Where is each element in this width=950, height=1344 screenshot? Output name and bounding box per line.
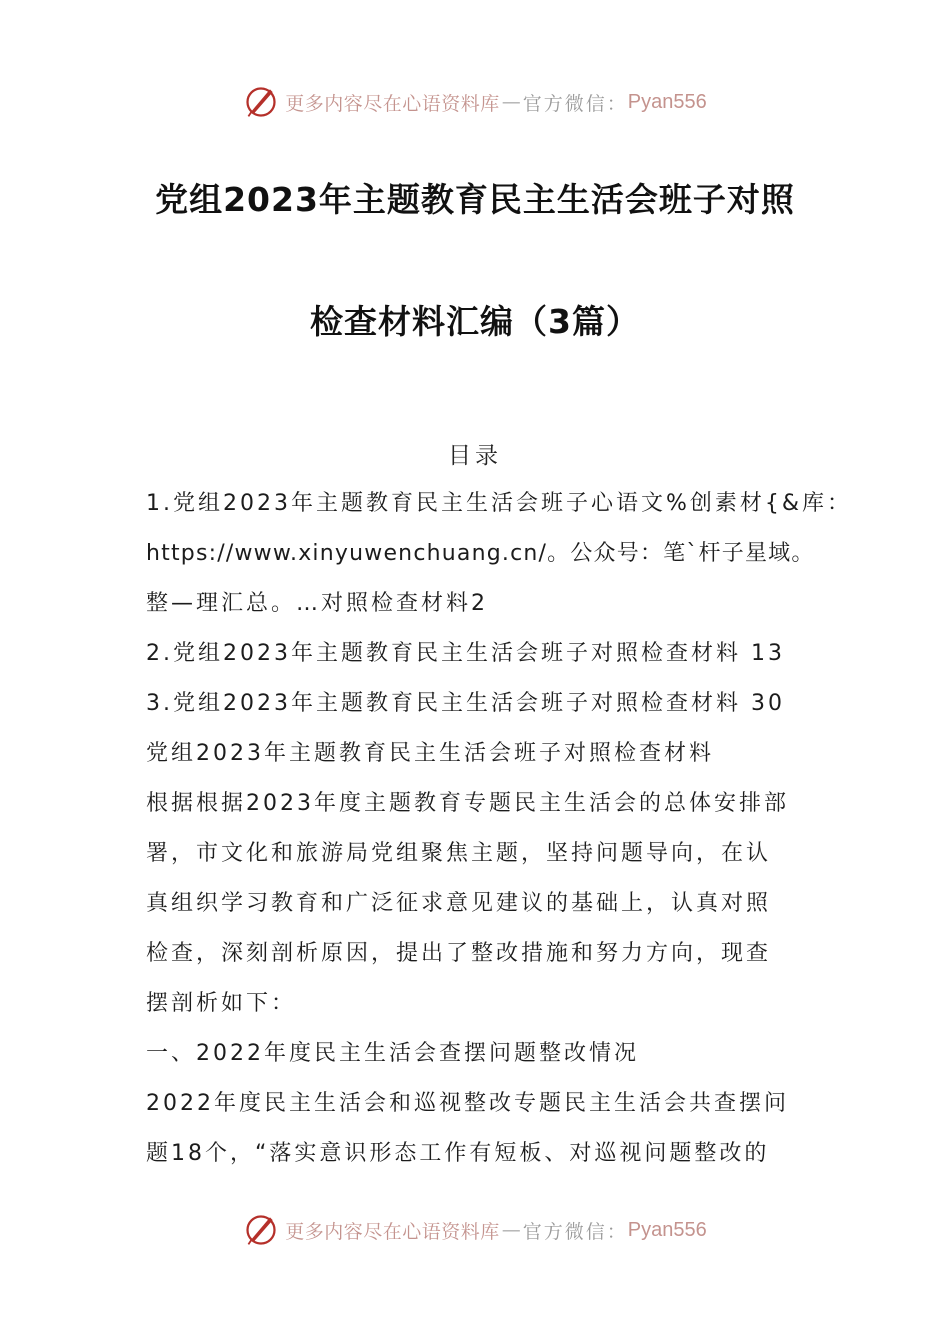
toc-item-3: 3.党组2023年主题教育民主生活会班子对照检查材料 30 — [146, 691, 785, 716]
banner-wechat-label: 官方微信： — [522, 92, 628, 115]
document-title-line-1: 党组2023年主题教育民主生活会班子对照 — [155, 180, 795, 219]
toc-item-1-line-3: 整—理汇总。…对照检查材料2 — [146, 591, 488, 616]
paragraph-2-line-1: 2022年度民主生活会和巡视整改专题民主生活会共查摆问 — [146, 1091, 789, 1116]
paragraph-1-line-5: 摆剖析如下： — [146, 991, 297, 1016]
paragraph-1-line-4: 检查，深刻剖析原因，提出了整改措施和努力方向，现查 — [146, 941, 772, 966]
quill-pen-logo-icon — [243, 1212, 279, 1248]
banner-text: 更多内容尽在心语资料库 — [285, 92, 500, 115]
paragraph-1-line-3: 真组织学习教育和广泛征求意见建议的基础上，认真对照 — [146, 891, 772, 916]
body-doc-title: 党组2023年主题教育民主生活会班子对照检查材料 — [146, 741, 714, 766]
toc-item-2: 2.党组2023年主题教育民主生活会班子对照检查材料 13 — [146, 641, 785, 666]
toc-item-1-line-2: https://www.xinyuwenchuang.cn/。公众号：笔`杆子星域。 — [146, 541, 815, 566]
document-title-line-2: 检查材料汇编（3篇） — [310, 302, 640, 341]
toc-heading: 目录 — [448, 443, 502, 469]
toc-item-1-line-1: 1.党组2023年主题教育民主生活会班子心语文%创素材{&库： — [146, 491, 853, 516]
banner-wechat-id: Pyan556 — [627, 90, 707, 113]
banner-text: 更多内容尽在心语资料库 — [285, 1220, 500, 1243]
section-heading-1: 一、2022年度民主生活会查摆问题整改情况 — [146, 1041, 639, 1066]
banner-wechat-id: Pyan556 — [627, 1218, 707, 1241]
paragraph-1-line-1: 根据根据2023年度主题教育专题民主生活会的总体安排部 — [146, 791, 789, 816]
banner-dash: — — [501, 1219, 521, 1241]
paragraph-2-line-2: 题18个，“落实意识形态工作有短板、对巡视问题整改的 — [146, 1141, 770, 1166]
header-banner — [0, 80, 950, 124]
footer-banner — [0, 1208, 950, 1252]
quill-pen-logo-icon — [243, 84, 279, 120]
banner-dash: — — [501, 91, 521, 113]
banner-wechat-label: 官方微信： — [522, 1220, 628, 1243]
paragraph-1-line-2: 署，市文化和旅游局党组聚焦主题，坚持问题导向，在认 — [146, 841, 772, 866]
